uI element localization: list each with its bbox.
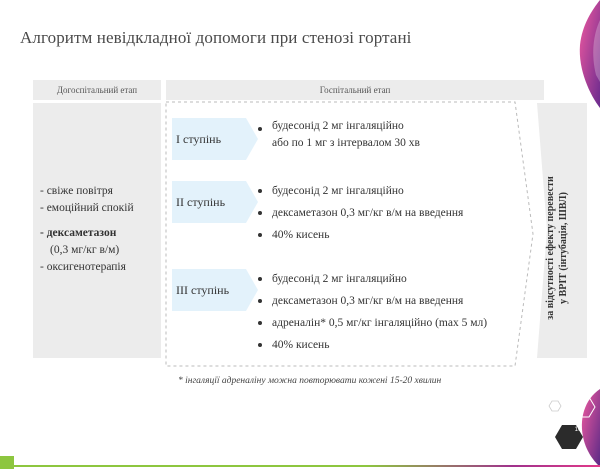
footnote: * інгаляції адреналіну можна повторювати кожені 15-20 хвилин xyxy=(178,376,442,386)
bottom-accent-bar xyxy=(0,456,600,469)
list-item: будесонід 2 мг інгаляційно xyxy=(258,180,463,202)
list-item: 40% кисень xyxy=(258,334,487,356)
list-item: 40% кисень xyxy=(258,224,463,246)
prehospital-list xyxy=(40,183,165,276)
list-item: дексаметазон 0,3 мг/кг в/м на введення xyxy=(258,202,463,224)
icu-transfer-note xyxy=(527,148,587,348)
icu-transfer-line-2: у ВРІТ (інтубація, ШВЛ) xyxy=(558,192,570,304)
stage-2-list xyxy=(258,180,463,246)
list-item: дексаметазон 0,3 мг/кг в/м на введення xyxy=(258,290,487,312)
list-item-continuation: або по 1 мг з інтервалом 30 хв xyxy=(272,137,420,149)
icu-transfer-line-1: за відсутності ефекту перевести xyxy=(545,176,557,320)
list-item: будесонід 2 мг інгаляцийно xyxy=(258,268,487,290)
slide-title: Алгоритм невідкладної допомоги при стенозі гортані xyxy=(20,28,412,47)
decorative-shape-top-right xyxy=(560,0,600,110)
page-number: 10 xyxy=(574,427,582,433)
stage-3-label: ІІІ ступінь xyxy=(176,283,230,297)
list-item: будесонід 2 мг інгаляційно xyxy=(258,118,420,135)
prehospital-item-fresh-air: - свіже повітря xyxy=(40,185,113,197)
stage-2-label: ІІ ступінь xyxy=(176,195,226,209)
prehospital-item-dexamethasone-dose: (0,3 мг/кг в/м) xyxy=(50,244,120,256)
header-prehospital: Догоспітальний етап xyxy=(33,80,161,100)
header-hospital: Госпітальний етап xyxy=(166,80,544,100)
stage-1-list xyxy=(258,118,420,152)
prehospital-item-oxygen: - оксигенотерапія xyxy=(40,261,126,273)
stage-1-label: І ступінь xyxy=(176,132,222,146)
prehospital-item-dexamethasone: - дексаметазон xyxy=(40,227,117,239)
list-item: адреналін* 0,5 мг/кг інгаляційно (max 5 мл) xyxy=(258,312,487,334)
prehospital-item-calm: - емоційний спокій xyxy=(40,202,134,214)
stage-3-list xyxy=(258,268,487,356)
